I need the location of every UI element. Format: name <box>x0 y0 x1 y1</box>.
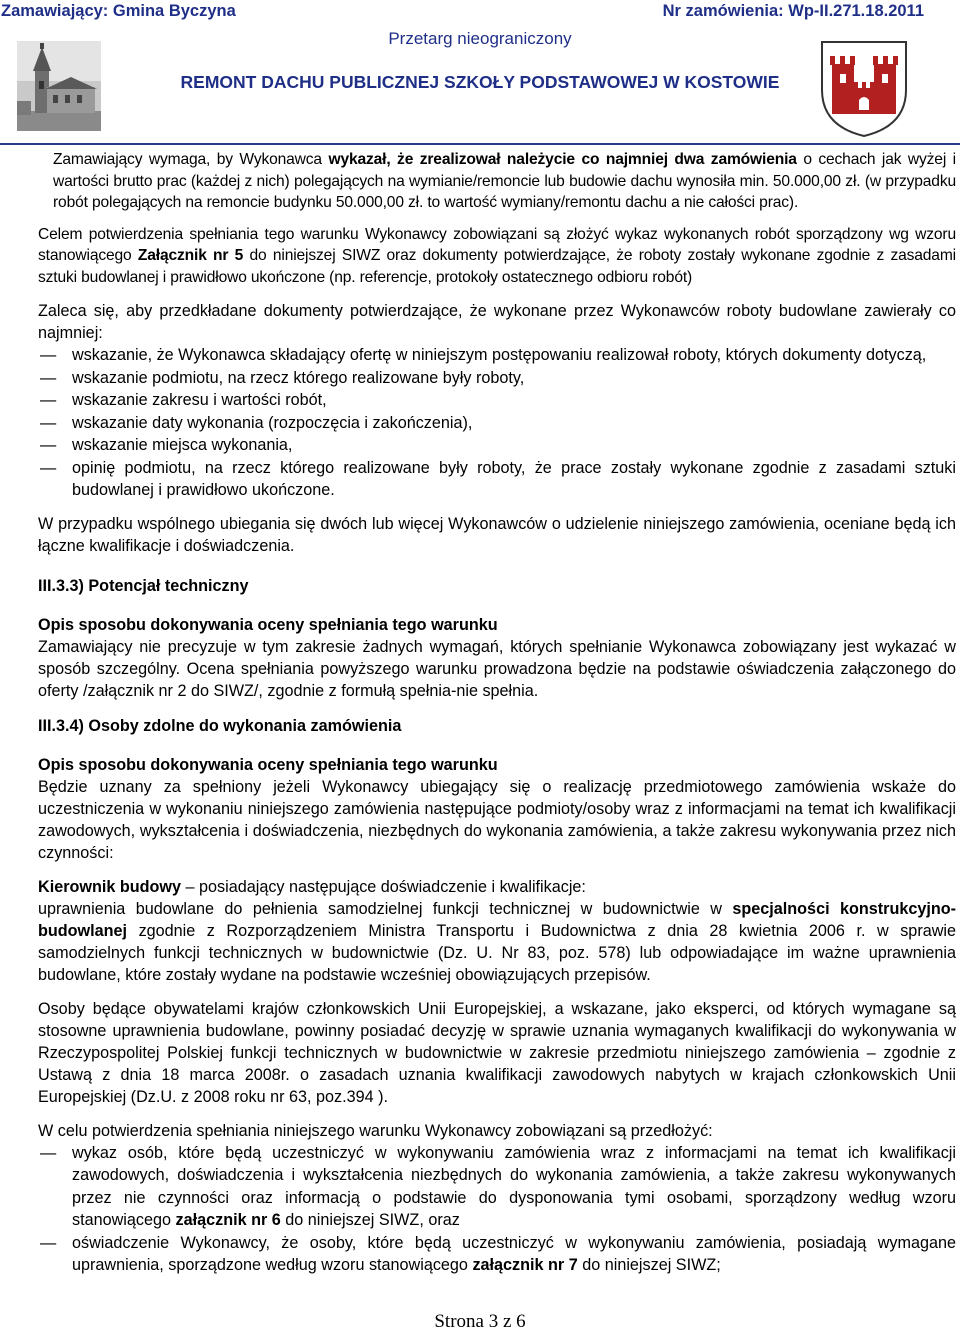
documents-list <box>38 344 956 502</box>
document-body <box>38 149 956 1277</box>
paragraph-eu-citizens: Osoby będące obywatelami krajów członkowskich Unii Europejskiej, a wskazane, jako eksperci, od których wymagane są stosowne uprawnienia budowlane, powinny posiadać decyzję w sprawie uznania wymaganych kwalifikacji do wykonywania w Rzeczypospolitej Polskiej funkcji technicznych w budownictwie w zakresie przedmiotu niniejszego zamówienia – zgodnie z Ustawą z dnia 18 marca 2008r. o zasadach uznania kwalifikacji zawodowych nabytych w krajach członkowskich Unii Europejskiej (Dz.U. z 2008 roku nr 63, poz.394 ). <box>38 999 956 1106</box>
ordering-party: Zamawiający: Gmina Byczyna <box>1 2 236 20</box>
list-item: — wskazanie, że Wykonawca składający ofertę w niniejszym postępowaniu realizował roboty, których dokumenty dotyczą, <box>38 344 956 367</box>
section-text: Będzie uznany za spełniony jeżeli Wykonawcy ubiegający się o realizację przedmiotowego zamówienia wskaże do uczestniczenia w wykonaniu niniejszego zamówienia następujące podmioty/osoby wraz z informacjami na temat ich kwalifikacji zawodowych, wykształcenia i doświadczenia, niezbędnych do wykonania zamówienia, a także zakresu wykonywania przez nich czynności: <box>38 777 956 862</box>
page-header <box>0 0 960 145</box>
list-item: — oświadczenie Wykonawcy, że osoby, które będą uczestniczyć w wykonywaniu zamówienia, posiadają wymagane uprawnienia, sporządzone według wzoru stanowiącego załącznik nr 7 do niniejszej SIWZ; <box>38 1232 956 1277</box>
section-heading: III.3.3) Potencjał techniczny <box>38 576 249 595</box>
header-divider <box>0 143 960 145</box>
site-manager-intro: Kierownik budowy – posiadający następujące doświadczenie i kwalifikacje: <box>38 877 586 896</box>
order-number: Nr zamówienia: Wp-II.271.18.2011 <box>662 2 924 20</box>
section-subheading: Opis sposobu dokonywania oceny spełniania tego warunku <box>38 755 498 774</box>
list-item: — wykaz osób, które będą uczestniczyć w wykonywaniu zamówienia wraz z informacjami na temat ich kwalifikacji zawodowych, doświadczenia i wykształcenia niezbędnych do wykonania zamówienia, a także zakresu wykonywanych przez nie czynności oraz informacją o podstawie do dysponowania tymi osobami, sporządzony według wzoru stanowiącego załącznik nr 6 do niniejszej SIWZ, oraz <box>38 1142 956 1232</box>
church-photo <box>17 41 101 131</box>
section-text: Zamawiający nie precyzuje w tym zakresie żadnych wymagań, których spełnianie Wykonawca zobowiązany jest wykazać w sposób szczególny. Ocena spełniania powyższego warunku prowadzona będzie na podstawie oświadczenia załączonego do oferty /załącznik nr 2 do SIWZ/, zgodnie z formułą spełnia-nie spełnia. <box>38 637 956 700</box>
paragraph-recommendation: Zaleca się, aby przedkładane dokumenty potwierdzające, że wykonane przez Wykonawców roboty budowlane zawierały co najmniej: <box>38 302 956 342</box>
list-item: — wskazanie miejsca wykonania, <box>38 434 956 457</box>
paragraph-confirmation: Celem potwierdzenia spełniania tego warunku Wykonawcy zobowiązani są złożyć wykaz wykonanych robót sporządzony wg wzoru stanowiącego Załącznik nr 5 do niniejszej SIWZ oraz dokumenty potwierdzające, że roboty zostały wykonane zgodnie z zasadami sztuki budowlanej i prawidłowo ukończone (np. referencje, protokoły ostatecznego odbioru robót) <box>38 225 956 286</box>
procedure-type: Przetarg nieograniczony <box>388 29 572 48</box>
required-docs-list <box>38 1142 956 1277</box>
list-item: — wskazanie zakresu i wartości robót, <box>38 389 956 412</box>
section-subheading: Opis sposobu dokonywania oceny spełniania tego warunku <box>38 615 498 634</box>
page-number: Strona 3 z 6 <box>434 1311 526 1332</box>
list-item: — wskazanie podmiotu, na rzecz którego realizowane były roboty, <box>38 367 956 390</box>
section-heading: III.3.4) Osoby zdolne do wykonania zamówienia <box>38 716 402 735</box>
document-title: REMONT DACHU PUBLICZNEJ SZKOŁY PODSTAWOWEJ W KOSTOWIE <box>180 72 780 92</box>
coat-of-arms-icon <box>818 38 910 138</box>
list-item: — opinię podmiotu, na rzecz którego realizowane były roboty, że prace zostały wykonane zgodnie z zasadami sztuki budowlanej i prawidłowo ukończone. <box>38 457 956 502</box>
site-manager-qualifications: uprawnienia budowlane do pełnienia samodzielnej funkcji technicznej w budownictwie w specjalności konstrukcyjno-budowlanej zgodnie z Rozporządzeniem Ministra Transportu i Budownictwa z dnia 28 kwietnia 2006 r. w sprawie samodzielnych funkcji technicznych w budownictwie (Dz. U. Nr 83, poz. 578) lub odpowiadające im ważne uprawnienia budowlane, które zostały wydane na podstawie wcześniej obowiązujących przepisów. <box>38 899 957 984</box>
paragraph-joint-bid: W przypadku wspólnego ubiegania się dwóch lub więcej Wykonawców o udzielenie niniejszego zamówienia, oceniane będą ich łączne kwalifikacje i doświadczenia. <box>38 514 956 555</box>
paragraph-required-docs: W celu potwierdzenia spełniania niniejszego warunku Wykonawcy zobowiązani są przedłożyć: <box>38 1121 713 1140</box>
list-item: — wskazanie daty wykonania (rozpoczęcia i zakończenia), <box>38 412 956 435</box>
paragraph-requirement: Zamawiający wymaga, by Wykonawca wykazał, że zrealizował należycie co najmniej dwa zamówienia o cechach jak wyżej i wartości brutto prac (każdej z nich) polegających na wymianie/remoncie lub budowie dachu wynosiła min. 50.000,00 zł. (w przypadku robót polegających na remoncie budynku 50.000,00 zł. to wartość wymiany/remontu dachu a nie całości prac). <box>53 151 956 211</box>
